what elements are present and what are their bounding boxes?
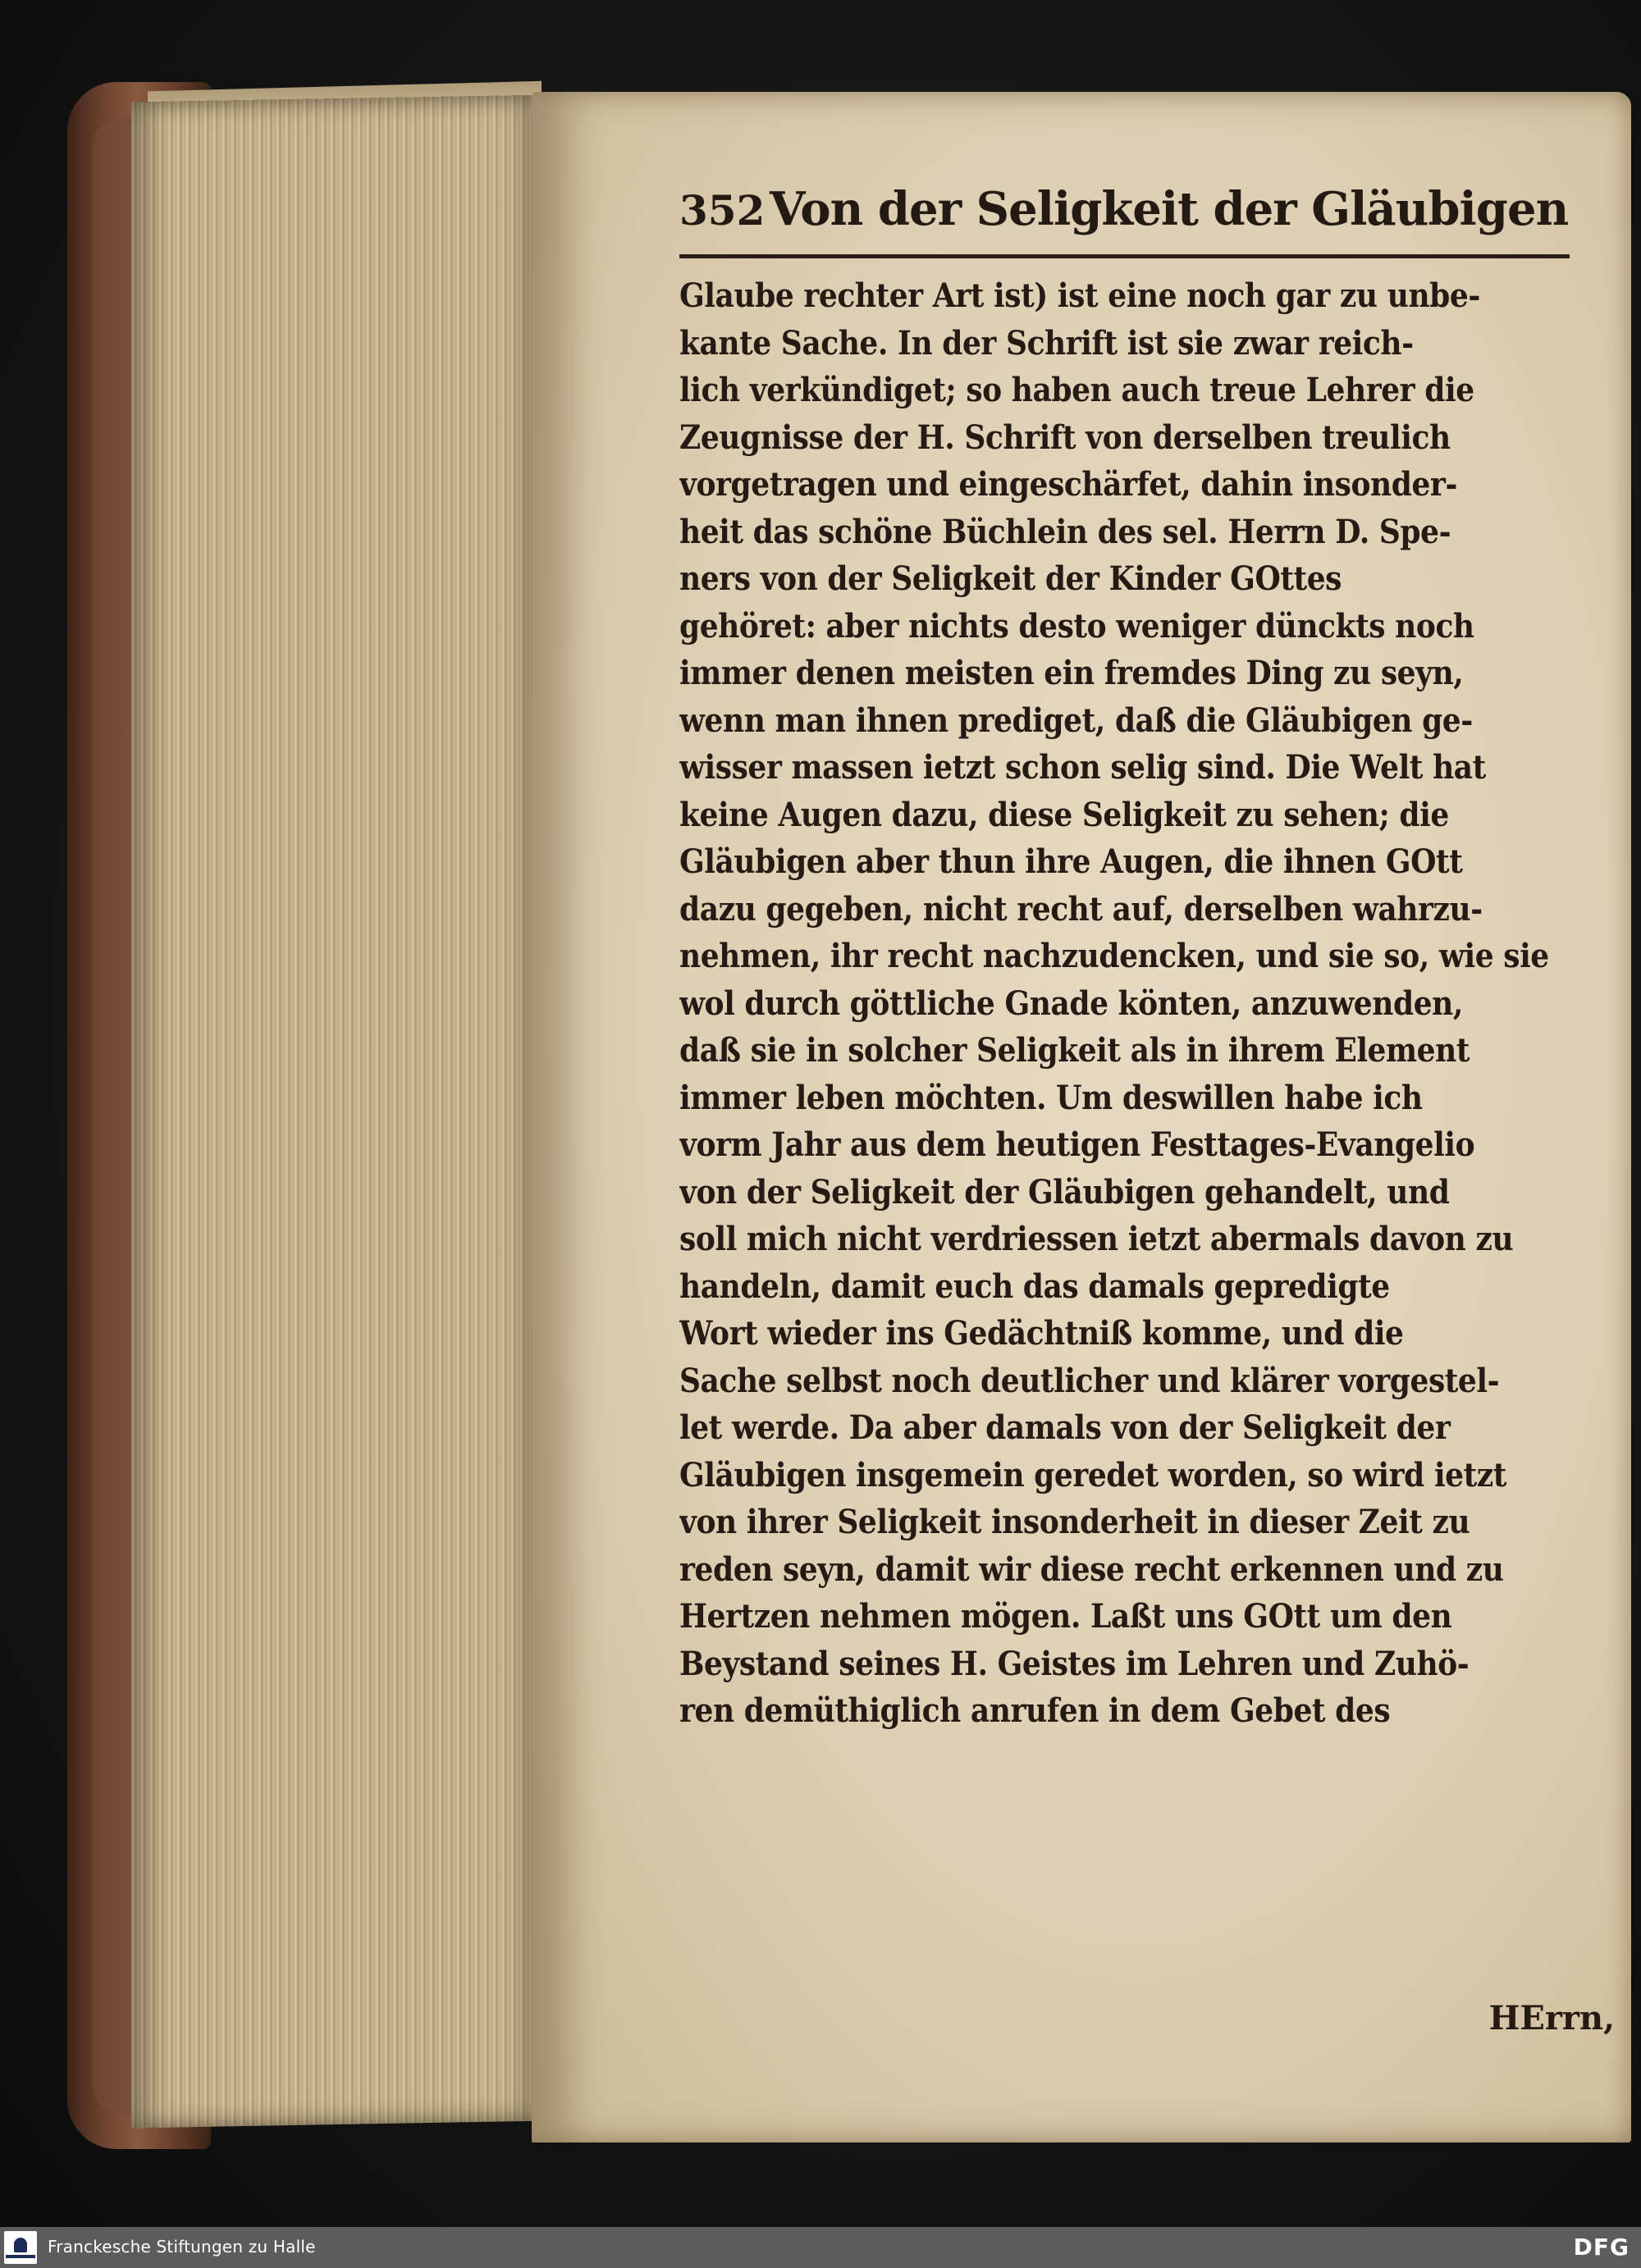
running-title: Von der Seligkeit der Gläubigen [770,182,1569,236]
text-line: vorm Jahr aus dem heutigen Festtages-Evangelio [679,1125,1475,1164]
text-line: von der Seligkeit der Gläubigen gehandelt, und [679,1172,1450,1212]
text-line: Hertzen nehmen mögen. Laßt uns GOtt um den [679,1597,1452,1636]
text-line: nehmen, ihr recht nachzudencken, und sie so, wie sie [679,937,1549,975]
page-stack-edges [131,95,542,2129]
text-line: keine Augen dazu, diese Seligkeit zu sehen; die [679,795,1449,834]
body-text [679,272,1582,1735]
text-line: Gläubigen aber thun ihre Augen, die ihnen GOtt [679,842,1463,881]
text-line: lich verkündiget; so haben auch treue Lehrer die [679,371,1474,409]
page-number: 352 [679,186,766,235]
book-page [532,92,1631,2143]
page-text-block [679,174,1582,2060]
text-line: ners von der Seligkeit der Kinder GOttes [679,559,1342,598]
text-line: Gläubigen insgemein geredet worden, so wird ietzt [679,1455,1506,1495]
text-line: kante Sache. In der Schrift ist sie zwar reich- [679,323,1414,363]
dfg-logo: DFG [1573,2234,1630,2261]
text-line: Beystand seines H. Geistes im Lehren und Zuhö- [679,1644,1470,1683]
franckesche-stiftungen-logo-icon [4,2231,37,2264]
text-line: immer leben möchten. Um deswillen habe ich [679,1078,1423,1117]
text-line: let werde. Da aber damals von der Seligkeit der [679,1408,1451,1447]
running-head [679,174,1582,272]
text-line: handeln, damit euch das damals gepredigte [679,1266,1390,1306]
institution-name: Franckesche Stiftungen zu Halle [48,2237,316,2257]
text-line: wol durch göttliche Gnade könten, anzuwenden, [679,983,1463,1023]
text-line: wenn man ihnen prediget, daß die Gläubigen ge- [679,700,1473,740]
text-line: dazu gegeben, nicht recht auf, derselben wahrzu- [679,889,1483,929]
text-line: heit das schöne Büchlein des sel. Herrn D. Spe- [679,512,1451,551]
text-line: soll mich nicht verdriessen ietzt abermals davon zu [679,1220,1514,1258]
text-line: Zeugnisse der H. Schrift von derselben treulich [679,418,1451,457]
text-line: wisser massen ietzt schon selig sind. Die Welt hat [679,748,1486,787]
text-line: vorgetragen und eingeschärfet, dahin insonder- [679,465,1457,504]
text-line: daß sie in solcher Seligkeit als in ihrem Element [679,1031,1470,1070]
text-line: Sache selbst noch deutlicher und klärer vorgestel- [679,1361,1500,1400]
text-line: Glaube rechter Art ist) ist eine noch gar zu unbe- [679,276,1480,315]
viewer-footer-bar [0,2227,1641,2268]
text-line: Wort wieder ins Gedächtniß komme, und die [679,1314,1404,1353]
text-line: immer denen meisten ein fremdes Ding zu seyn, [679,654,1464,692]
text-line: reden seyn, damit wir diese recht erkennen und zu [679,1549,1504,1589]
catchword: HErrn, [1488,1999,1615,2038]
text-line: gehöret: aber nichts desto weniger dünckts noch [679,606,1474,646]
text-line: ren demüthiglich anrufen in dem Gebet des [679,1691,1391,1730]
text-line: von ihrer Seligkeit insonderheit in dieser Zeit zu [679,1503,1470,1541]
header-rule [679,254,1570,258]
